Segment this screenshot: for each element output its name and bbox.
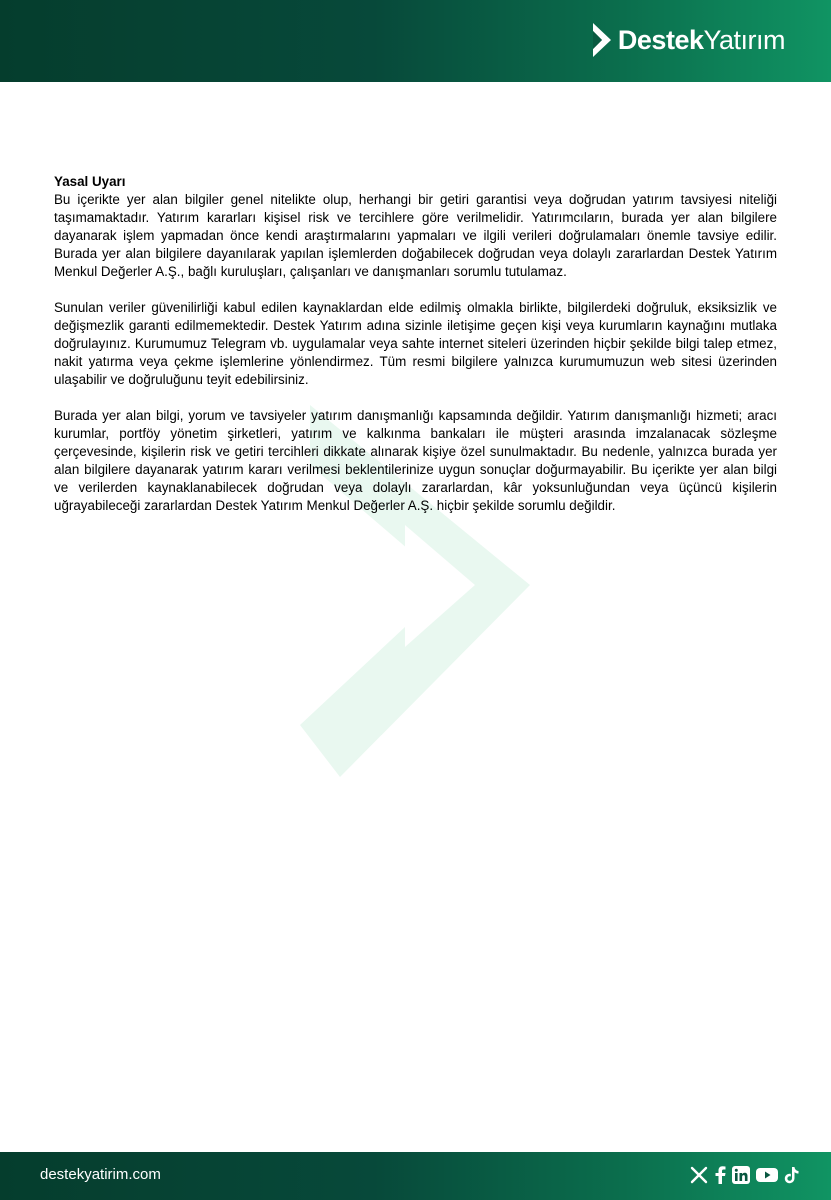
linkedin-icon[interactable] <box>731 1165 751 1185</box>
logo-mark-icon <box>590 21 614 59</box>
social-links <box>689 1165 801 1185</box>
disclaimer-paragraph: Sunulan veriler güvenilirliği kabul edilen kaynaklardan elde edilmiş olmakla birlikte, bilgilerdeki doğruluk, eksiksizlik ve değişmezlik garanti edilmemektedir. Destek Yatırım adına sizinle iletişime geçen kişi veya kurumların kaynağını mutlaka doğrulayınız. Kurumumuz Telegram vb. uygulamalar veya sahte internet siteleri üzerinden hiçbir şekilde bilgi talep etmez, nakit yatırma veya çekme işlemlerine yönlendirmez. Tüm resmi bilgilere yalnızca kurumumuzun web sitesi üzerinden ulaşabilir ve doğruluğunu teyit edebilirsiniz. <box>54 300 777 387</box>
header-bar <box>0 0 831 82</box>
website-link[interactable]: destekyatirim.com <box>40 1166 161 1183</box>
facebook-icon[interactable] <box>713 1165 727 1185</box>
legal-disclaimer <box>54 173 777 533</box>
disclaimer-title: Yasal Uyarı <box>54 174 126 189</box>
x-icon[interactable] <box>689 1165 709 1185</box>
youtube-icon[interactable] <box>755 1165 779 1185</box>
disclaimer-paragraph: Burada yer alan bilgi, yorum ve tavsiyeler yatırım danışmanlığı kapsamında değildir. Yatırım danışmanlığı hizmeti; aracı kurumlar, portföy yönetim şirketleri, yatırım ve kalkınma bankaları ile müşteri arasında imzalanacak sözleşme çerçevesinde, kişilerin risk ve getiri tercihleri dikkate alınarak kişiye özel sunulmaktadır. Bu nedenle, yalnızca burada yer alan bilgilere dayanarak yatırım kararı verilmesi beklentilerinize uygun sonuçlar doğurmayabilir. Bu içerikte yer alan bilgi ve verilerden kaynaklanabilecek doğrudan veya dolaylı zararlardan, kâr yoksunluğundan veya üçüncü kişilerin uğrayabileceği zararlardan Destek Yatırım Menkul Değerler A.Ş. hiçbir şekilde sorumlu değildir. <box>54 408 777 513</box>
brand-name-bold: Destek <box>617 24 704 55</box>
tiktok-icon[interactable] <box>783 1165 801 1185</box>
disclaimer-paragraph: Bu içerikte yer alan bilgiler genel nitelikte olup, herhangi bir getiri garantisi veya doğrudan yatırım tavsiyesi niteliği taşımamaktadır. Yatırım kararları kişisel risk ve tercihlere göre verilmelidir. Yatırımcıların, burada yer alan bilgilere dayanarak işlem yapmadan önce kendi araştırmalarını yapmaları ve ilgili verileri doğrulamaları önemle tavsiye edilir. Burada yer alan bilgilere dayanılarak yapılan işlemlerden doğabilecek doğrudan veya dolaylı zararlardan Destek Yatırım Menkul Değerler A.Ş., bağlı kuruluşları, çalışanları ve danışmanları sorumlu tutulamaz. <box>54 192 777 279</box>
brand-name-light: Yatırım <box>703 24 785 55</box>
footer-bar <box>0 1152 831 1200</box>
brand-logo[interactable] <box>590 20 785 60</box>
